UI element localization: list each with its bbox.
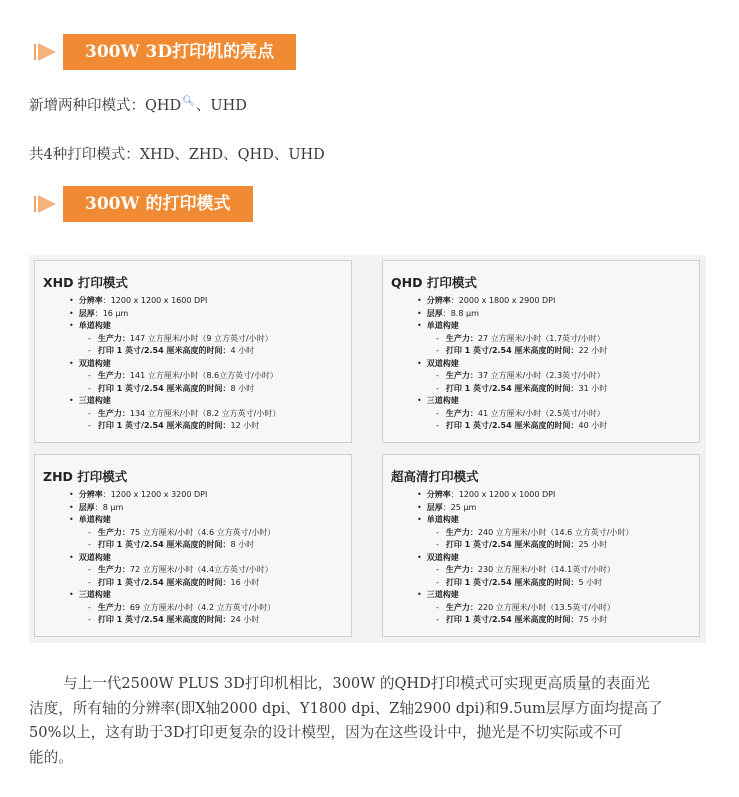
mode-card-uhd — [382, 454, 700, 637]
mode-title: QHD 打印模式 — [391, 275, 477, 290]
mode-title: XHD 打印模式 — [43, 275, 128, 290]
time-item: - 打印 1 英寸/2.54 厘米高度的时间：40 小时 — [436, 420, 607, 433]
resolution-item: • 分辨率：1200 x 1200 x 3200 DPI — [69, 489, 275, 502]
single-pass-item: • 单道构建 - 生产力：27 立方厘米/小时（1.7英寸/小时） - 打印 1 英寸/2.54 厘米高度的时间：22 小时 — [417, 320, 607, 358]
time-item: - 打印 1 英寸/2.54 厘米高度的时间：5 小时 — [436, 577, 633, 590]
time-item: - 打印 1 英寸/2.54 厘米高度的时间：22 小时 — [436, 345, 607, 358]
new-modes-line: 新增两种印模式：QHD🔍︎、UHD — [29, 96, 247, 114]
time-item: - 打印 1 英寸/2.54 厘米高度的时间：25 小时 — [436, 539, 633, 552]
single-pass-item: • 单道构建 - 生产力：75 立方厘米/小时（4.6 立方英寸/小时） - 打印 1 英寸/2.54 厘米高度的时间：8 小时 — [69, 514, 275, 552]
double-pass-item: • 双道构建 - 生产力：37 立方厘米/小时（2.3英寸/小时） - 打印 1 英寸/2.54 厘米高度的时间：31 小时 — [417, 358, 607, 396]
double-pass-item: • 双道构建 - 生产力：230 立方厘米/小时（14.1英寸/小时） - 打印 1 英寸/2.54 厘米高度的时间：5 小时 — [417, 552, 633, 590]
mode-spec-list — [383, 489, 633, 627]
single-pass-item: • 单道构建 - 生产力：147 立方厘米/小时（9 立方英寸/小时） - 打印 1 英寸/2.54 厘米高度的时间：4 小时 — [69, 320, 280, 358]
paragraph-line: 能的。 — [29, 748, 73, 766]
section-heading-modes — [33, 186, 253, 222]
productivity-item: - 生产力：230 立方厘米/小时（14.1英寸/小时） — [436, 564, 633, 577]
time-item: - 打印 1 英寸/2.54 厘米高度的时间：16 小时 — [88, 577, 275, 590]
print-modes-panel — [29, 255, 706, 643]
paragraph-line: 50%以上，这有助于3D打印更复杂的设计模型，因为在这些设计中，抛光是不切实际或不可 — [29, 724, 623, 741]
search-icon[interactable]: 🔍︎ — [182, 96, 195, 107]
paragraph-line: 洁度，所有轴的分辨率(即X轴2000 dpi、Y1800 dpi、Z轴2900 dpi)和9.5um层厚方面均提高了 — [29, 699, 663, 717]
productivity-item: - 生产力：37 立方厘米/小时（2.3英寸/小时） — [436, 370, 607, 383]
productivity-item: - 生产力：41 立方厘米/小时（2.5英寸/小时） — [436, 408, 607, 421]
time-item: - 打印 1 英寸/2.54 厘米高度的时间：12 小时 — [88, 420, 280, 433]
resolution-item: • 分辨率：1200 x 1200 x 1600 DPI — [69, 295, 280, 308]
time-item: - 打印 1 英寸/2.54 厘米高度的时间：8 小时 — [88, 539, 275, 552]
productivity-item: - 生产力：220 立方厘米/小时（13.5英寸/小时） — [436, 602, 633, 615]
triple-pass-item: • 三道构建 - 生产力：69 立方厘米/小时（4.2 立方英寸/小时） - 打印 1 英寸/2.54 厘米高度的时间：24 小时 — [69, 589, 275, 627]
single-pass-item: • 单道构建 - 生产力：240 立方厘米/小时（14.6 立方英寸/小时） - 打印 1 英寸/2.54 厘米高度的时间：25 小时 — [417, 514, 633, 552]
time-item: - 打印 1 英寸/2.54 厘米高度的时间：75 小时 — [436, 614, 633, 627]
mode-spec-list — [35, 295, 280, 433]
mode-spec-list — [35, 489, 275, 627]
layer-item: • 层厚：8 μm — [69, 502, 275, 515]
productivity-item: - 生产力：75 立方厘米/小时（4.6 立方英寸/小时） — [88, 527, 275, 540]
productivity-item: - 生产力：141 立方厘米/小时（8.6立方英寸/小时） — [88, 370, 280, 383]
layer-item: • 层厚：25 μm — [417, 502, 633, 515]
time-item: - 打印 1 英寸/2.54 厘米高度的时间：8 小时 — [88, 383, 280, 396]
double-pass-item: • 双道构建 - 生产力：141 立方厘米/小时（8.6立方英寸/小时） - 打印 1 英寸/2.54 厘米高度的时间：8 小时 — [69, 358, 280, 396]
play-arrow-icon — [33, 41, 57, 63]
triple-pass-item: • 三道构建 - 生产力：220 立方厘米/小时（13.5英寸/小时） - 打印 1 英寸/2.54 厘米高度的时间：75 小时 — [417, 589, 633, 627]
productivity-item: - 生产力：240 立方厘米/小时（14.6 立方英寸/小时） — [436, 527, 633, 540]
time-item: - 打印 1 英寸/2.54 厘米高度的时间：31 小时 — [436, 383, 607, 396]
mode-spec-list — [383, 295, 607, 433]
mode-title: ZHD 打印模式 — [43, 469, 128, 484]
layer-item: • 层厚：16 μm — [69, 308, 280, 321]
resolution-item: • 分辨率：1200 x 1200 x 1000 DPI — [417, 489, 633, 502]
productivity-item: - 生产力：69 立方厘米/小时（4.2 立方英寸/小时） — [88, 602, 275, 615]
paragraph-line: 与上一代2500W PLUS 3D打印机相比，300W 的QHD打印模式可实现更高质量的表面光 — [63, 675, 650, 692]
productivity-item: - 生产力：134 立方厘米/小时（8.2 立方英寸/小时） — [88, 408, 280, 421]
time-item: - 打印 1 英寸/2.54 厘米高度的时间：24 小时 — [88, 614, 275, 627]
mode-card-xhd — [34, 260, 352, 443]
section-heading-label: 300W 的打印模式 — [63, 186, 253, 222]
resolution-item: • 分辨率：2000 x 1800 x 2900 DPI — [417, 295, 607, 308]
productivity-item: - 生产力：72 立方厘米/小时（4.4立方英寸/小时） — [88, 564, 275, 577]
mode-title: 超高清打印模式 — [391, 469, 479, 484]
time-item: - 打印 1 英寸/2.54 厘米高度的时间：4 小时 — [88, 345, 280, 358]
section-heading-label: 300W 3D打印机的亮点 — [63, 34, 296, 70]
productivity-item: - 生产力：27 立方厘米/小时（1.7英寸/小时） — [436, 333, 607, 346]
layer-item: • 层厚：8.8 μm — [417, 308, 607, 321]
play-arrow-icon — [33, 193, 57, 215]
productivity-item: - 生产力：147 立方厘米/小时（9 立方英寸/小时） — [88, 333, 280, 346]
section-heading-highlights — [33, 34, 296, 70]
triple-pass-item: • 三道构建 - 生产力：134 立方厘米/小时（8.2 立方英寸/小时） - 打印 1 英寸/2.54 厘米高度的时间：12 小时 — [69, 395, 280, 433]
double-pass-item: • 双道构建 - 生产力：72 立方厘米/小时（4.4立方英寸/小时） - 打印 1 英寸/2.54 厘米高度的时间：16 小时 — [69, 552, 275, 590]
comparison-paragraph — [29, 672, 713, 770]
all-modes-line: 共4种打印模式：XHD、ZHD、QHD、UHD — [29, 147, 325, 163]
mode-card-qhd — [382, 260, 700, 443]
triple-pass-item: • 三道构建 - 生产力：41 立方厘米/小时（2.5英寸/小时） - 打印 1 英寸/2.54 厘米高度的时间：40 小时 — [417, 395, 607, 433]
mode-card-zhd — [34, 454, 352, 637]
